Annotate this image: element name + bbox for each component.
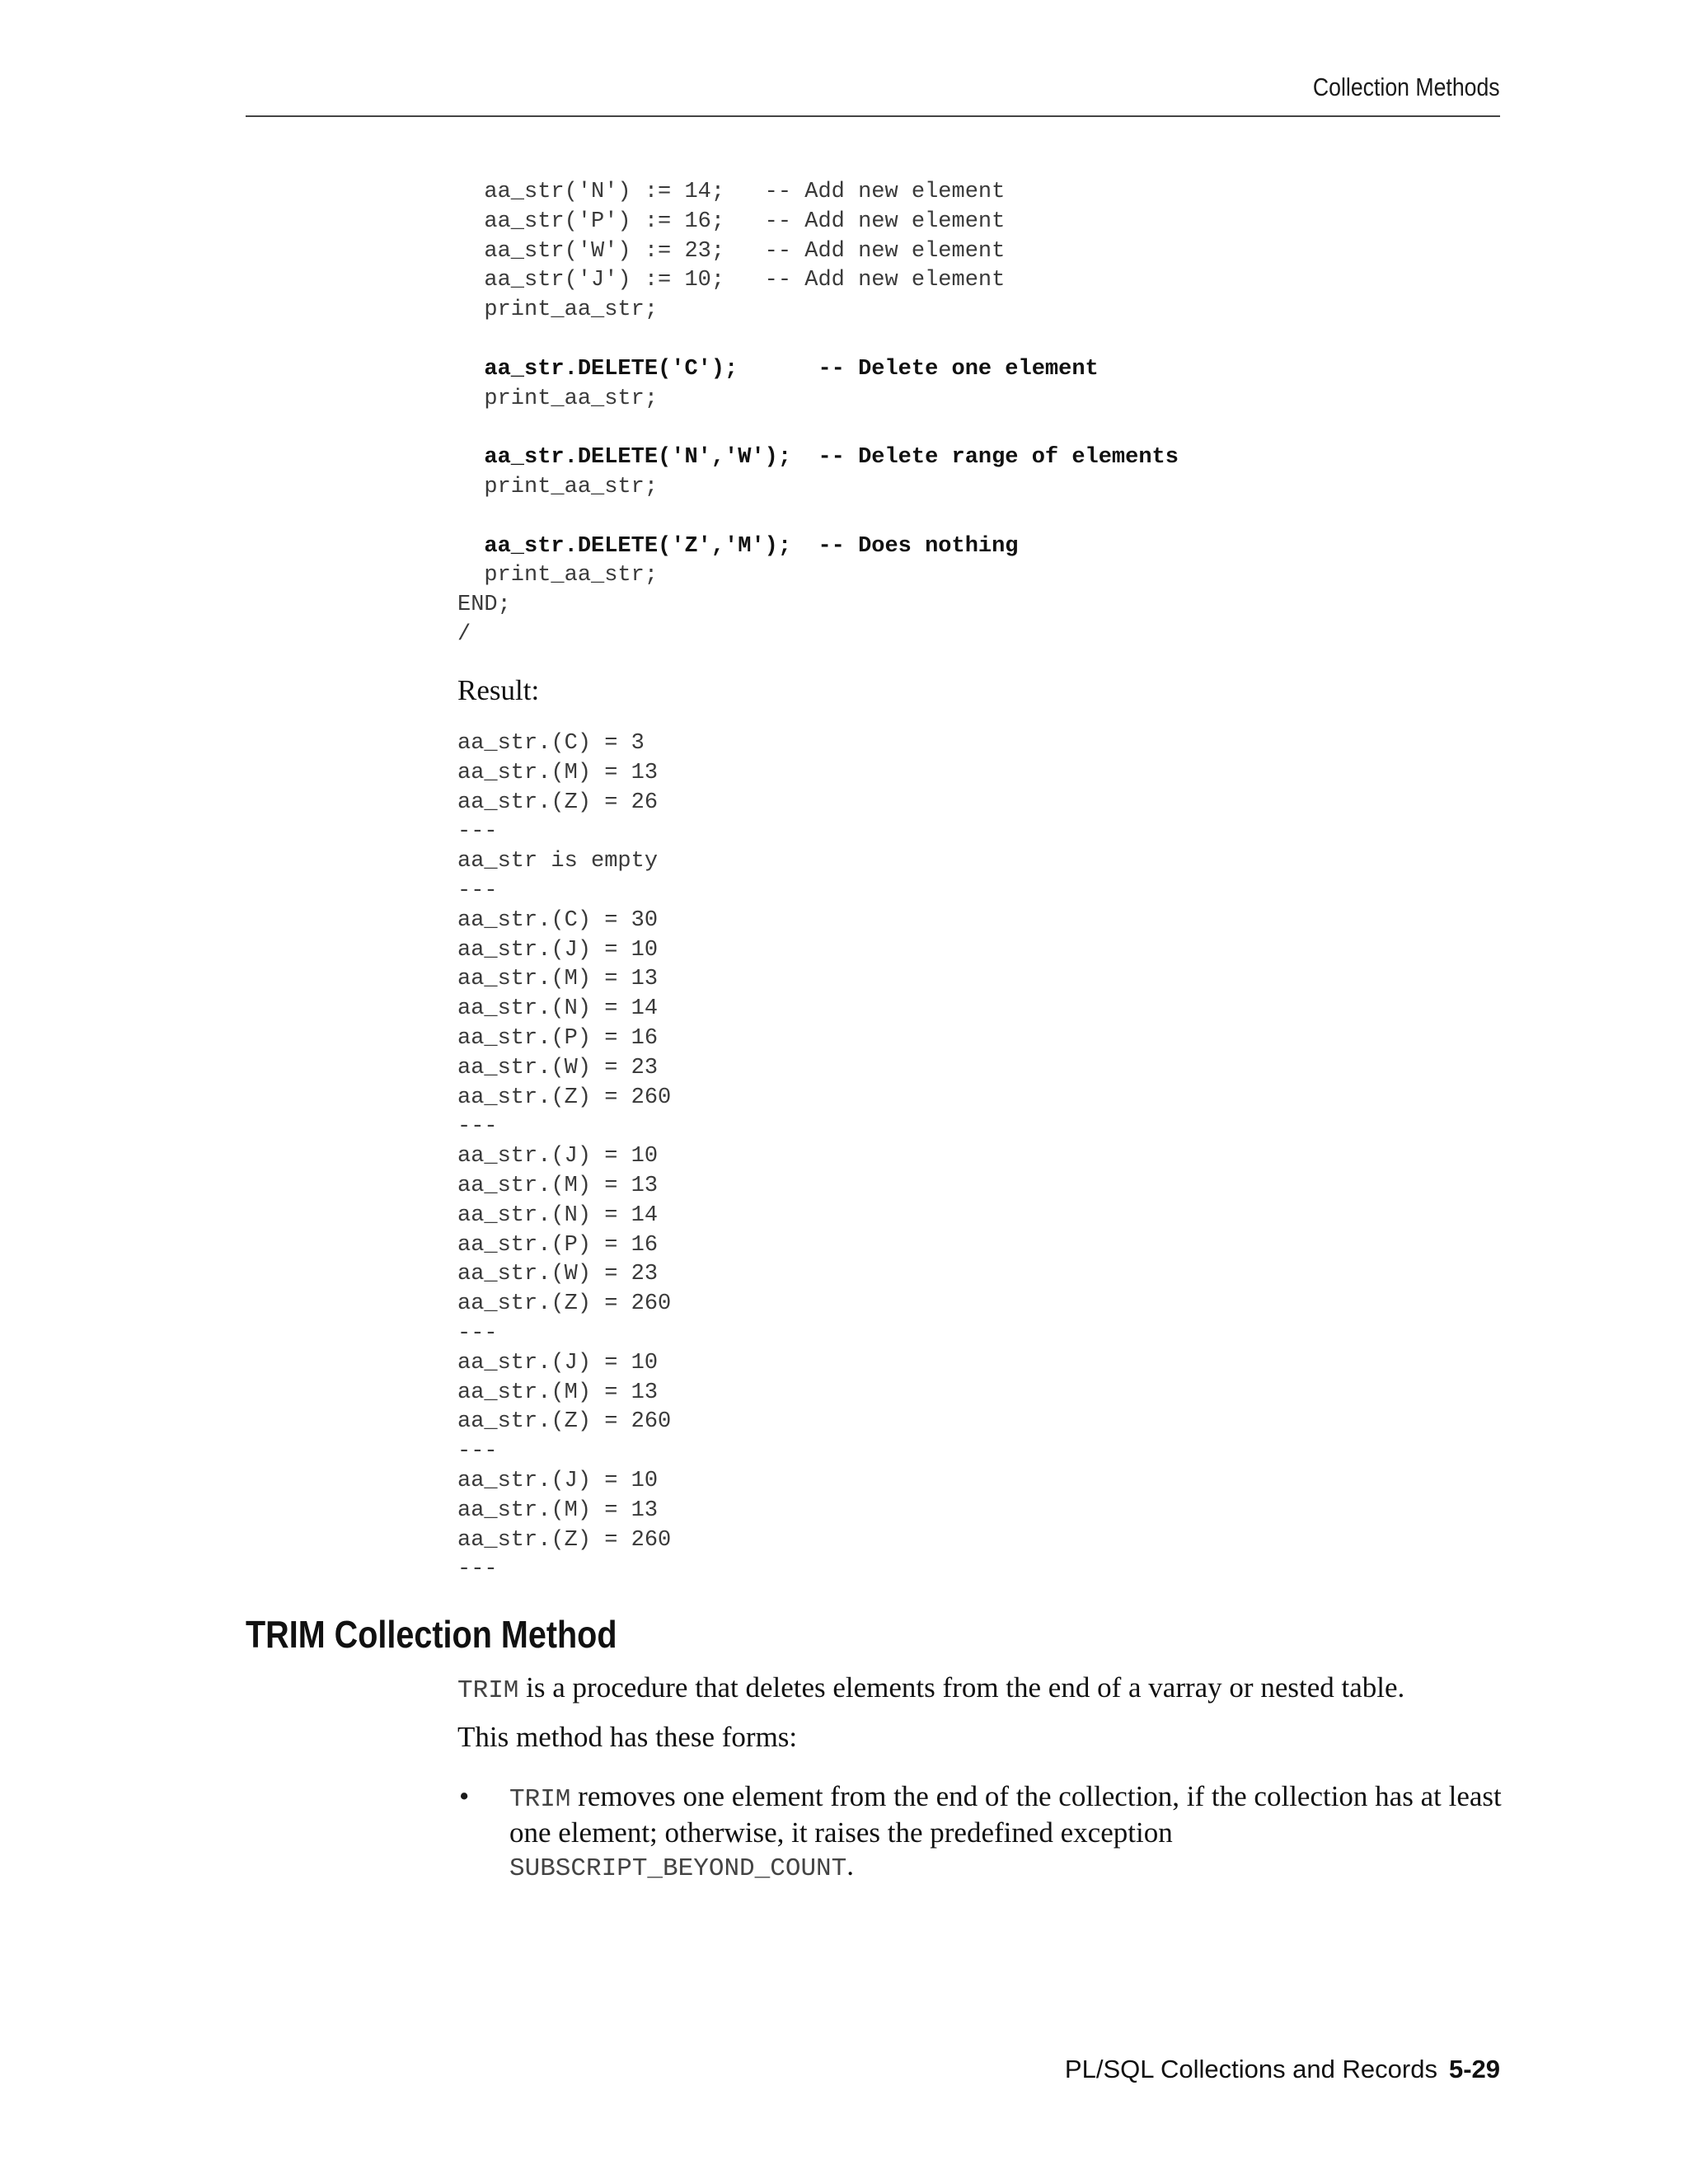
output-line: --- [457, 1320, 498, 1346]
output-line: aa_str.(M) = 13 [457, 967, 659, 992]
code-line: aa_str('J') := 10; -- Add new element [457, 268, 1006, 293]
output-line: --- [457, 819, 498, 845]
bullet-body-text: removes one element from the end of the collection, if the collection has at least one element; otherwise, it raises the predefined exception [509, 1780, 1502, 1849]
inline-code-trim: TRIM [509, 1785, 571, 1814]
running-header: Collection Methods [1313, 73, 1500, 101]
output-line: aa_str.(P) = 16 [457, 1025, 659, 1051]
output-line: aa_str.(Z) = 260 [457, 1291, 672, 1317]
code-line: aa_str('P') := 16; -- Add new element [457, 209, 1006, 234]
inline-code-trim: TRIM [457, 1676, 519, 1705]
code-line: aa_str('N') := 14; -- Add new element [457, 180, 1006, 204]
code-line: print_aa_str; [457, 386, 659, 411]
output-line: aa_str.(N) = 14 [457, 1202, 659, 1228]
output-line: aa_str.(W) = 23 [457, 1262, 659, 1287]
code-line: / [457, 621, 471, 647]
output-line: aa_str.(C) = 3 [457, 731, 645, 756]
output-line: --- [457, 1557, 498, 1582]
code-line: aa_str.DELETE('C'); -- Delete one element [457, 356, 1099, 382]
bullet-text [509, 1780, 1507, 1886]
inline-code-exception: SUBSCRIPT_BEYOND_COUNT [509, 1854, 847, 1883]
trim-description [457, 1671, 1404, 1708]
output-line: --- [457, 878, 498, 903]
output-line: aa_str.(J) = 10 [457, 1350, 659, 1376]
output-line: aa_str.(Z) = 260 [457, 1527, 672, 1553]
output-line: aa_str.(J) = 10 [457, 1468, 659, 1493]
output-line: aa_str.(J) = 10 [457, 937, 659, 963]
header-rule [246, 115, 1500, 117]
trim-description-text: is a procedure that deletes elements from the end of a varray or nested table. [518, 1671, 1405, 1704]
code-line: aa_str.DELETE('N','W'); -- Delete range of elements [457, 445, 1179, 471]
footer-section-title: PL/SQL Collections and Records [1064, 2055, 1437, 2083]
output-line: aa_str.(Z) = 260 [457, 1409, 672, 1435]
output-line: aa_str.(W) = 23 [457, 1055, 659, 1080]
section-title: TRIM Collection Method [246, 1613, 617, 1656]
code-example [457, 178, 1179, 650]
result-label: Result: [457, 674, 540, 706]
output-line: aa_str.(J) = 10 [457, 1144, 659, 1169]
bullet-dot-icon: • [459, 1780, 470, 1812]
code-line: print_aa_str; [457, 474, 659, 499]
result-output [457, 729, 671, 1585]
output-line: aa_str.(M) = 13 [457, 1173, 659, 1198]
output-line: aa_str is empty [457, 849, 659, 874]
output-line: aa_str.(Z) = 26 [457, 790, 659, 815]
output-line: aa_str.(P) = 16 [457, 1232, 659, 1258]
output-line: aa_str.(M) = 13 [457, 1380, 659, 1405]
output-line: aa_str.(C) = 30 [457, 907, 659, 933]
forms-intro: This method has these forms: [457, 1721, 798, 1753]
code-line: print_aa_str; [457, 298, 659, 323]
output-line: aa_str.(Z) = 260 [457, 1085, 672, 1110]
output-line: aa_str.(N) = 14 [457, 996, 659, 1022]
output-line: --- [457, 1439, 498, 1465]
output-line: aa_str.(M) = 13 [457, 1497, 659, 1523]
code-line: END; [457, 593, 511, 618]
page-footer [1065, 2055, 1500, 2084]
code-line: print_aa_str; [457, 563, 659, 588]
page-number: 5-29 [1448, 2055, 1500, 2083]
output-line: aa_str.(M) = 13 [457, 760, 659, 785]
code-line: aa_str.DELETE('Z','M'); -- Does nothing [457, 533, 1019, 559]
output-line: --- [457, 1114, 498, 1140]
code-line: aa_str('W') := 23; -- Add new element [457, 238, 1006, 264]
bullet-end: . [846, 1849, 855, 1882]
